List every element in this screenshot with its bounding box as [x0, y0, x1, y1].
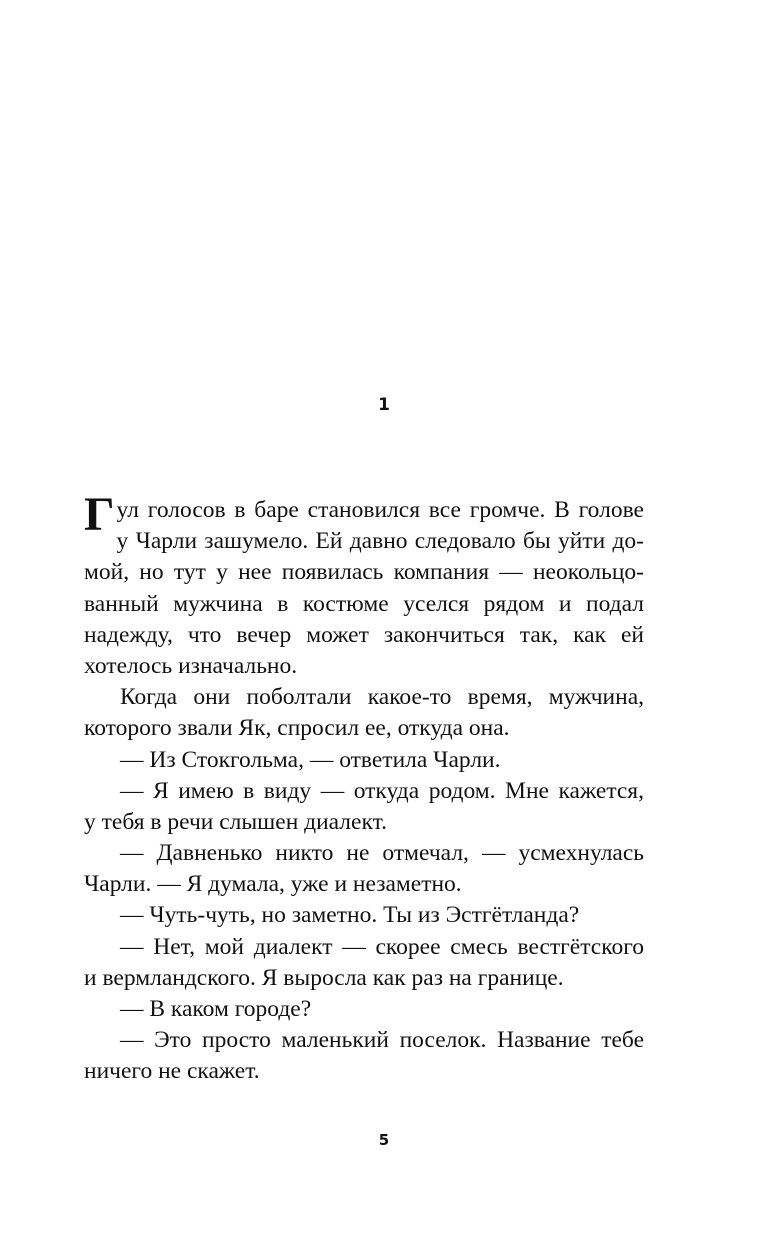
- text-line: — Из Стокгольма, — ответила Чарли.: [120, 746, 501, 773]
- page-number: 5: [378, 1131, 390, 1149]
- text-line: — Давненько никто не отмечал, — усмехнулась: [120, 840, 644, 867]
- text-line: — Чуть-чуть, но заметно. Ты из Эстгётланда?: [120, 902, 580, 929]
- text-line: — В каком городе?: [120, 996, 312, 1022]
- chapter-number: 1: [378, 395, 390, 415]
- text-line: ул голосов в баре становился все громче. В голове: [116, 497, 644, 523]
- text-line: — Я имею в виду — откуда родом. Мне кажется,: [120, 777, 644, 804]
- text-line: которого звали Як, спросил ее, откуда она.: [84, 715, 510, 742]
- text-line: — Нет, мой диалект — скорее смесь вестгётского: [120, 933, 644, 960]
- chapter-text: [84, 488, 644, 1088]
- text-line: Чарли. — Я думала, уже и незаметно.: [84, 871, 462, 898]
- text-line: — Это просто маленький поселок. Название тебе: [120, 1027, 644, 1054]
- text-line: ничего не скажет.: [84, 1058, 260, 1085]
- text-line: у тебя в речи слышен диалект.: [84, 808, 387, 835]
- text-line: хотелось изначально.: [84, 652, 298, 679]
- text-line: у Чарли зашумело. Ей давно следовало бы уйти до-: [116, 528, 644, 555]
- text-line: ванный мужчина в костюме уселся рядом и подал: [84, 590, 644, 617]
- text-line: мой, но тут у нее появилась компания — неокольцо-: [84, 559, 644, 586]
- text-line: надежду, что вечер может закончиться так, как ей: [84, 621, 644, 648]
- text-line: и вермландского. Я выросла как раз на границе.: [84, 964, 564, 991]
- drop-cap: Г: [84, 488, 115, 541]
- text-line: Когда они поболтали какое-то время, мужчина,: [120, 684, 644, 711]
